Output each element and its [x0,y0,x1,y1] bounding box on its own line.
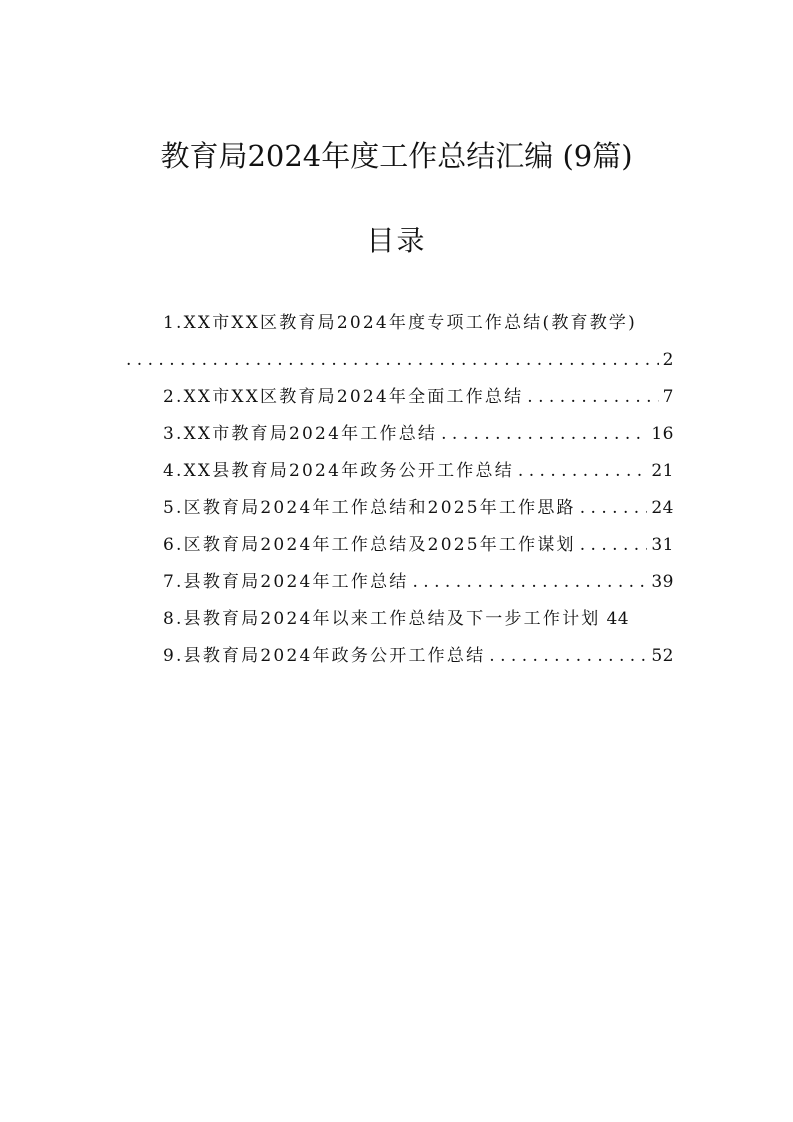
toc-heading: 目录 [366,224,427,257]
toc-entry-page[interactable]: 39 [651,572,674,592]
toc-entry-text[interactable]: 1.XX市XX区教育局2024年度专项工作总结(教育教学) [163,313,637,333]
toc-entry-page[interactable]: 21 [651,461,674,481]
toc-leader-dots [412,564,647,601]
toc-leader-dots [126,342,659,379]
toc-entry-text[interactable]: 5.区教育局2024年工作总结和2025年工作思路 [163,498,576,518]
toc-entry-text[interactable]: 8.县教育局2024年以来工作总结及下一步工作计划 [163,609,601,629]
toc-entry-8[interactable] [122,601,674,638]
toc-leader-dots [580,490,648,527]
toc-entry-page[interactable]: 2 [662,350,674,370]
document-title: 教育局2024年度工作总结汇编 (9篇) [160,139,633,173]
toc-entry-page[interactable]: 44 [606,609,630,629]
toc-entry-text[interactable]: 7.县教育局2024年工作总结 [163,572,409,592]
toc-entry-text[interactable]: 2.XX市XX区教育局2024年全面工作总结 [163,387,524,407]
toc-entry-2[interactable] [122,379,674,416]
toc-entry-7[interactable] [122,564,674,601]
toc-leader-dots [441,416,647,453]
toc-entry-1-title-line[interactable] [122,305,674,342]
toc-entry-text[interactable]: 6.区教育局2024年工作总结及2025年工作谋划 [163,535,576,555]
toc-leader-dots [489,638,647,675]
toc-entry-page[interactable]: 31 [651,535,674,555]
toc-entry-1-page-line[interactable] [122,342,674,379]
table-of-contents [122,305,674,675]
toc-entry-3[interactable] [122,416,674,453]
toc-entry-text[interactable]: 3.XX市教育局2024年工作总结 [163,424,438,444]
toc-leader-dots [518,453,647,490]
toc-leader-dots [527,379,658,416]
toc-entry-page[interactable]: 24 [651,498,674,518]
toc-entry-text[interactable]: 4.XX县教育局2024年政务公开工作总结 [163,461,514,481]
toc-entry-4[interactable] [122,453,674,490]
toc-entry-page[interactable]: 7 [662,387,674,407]
toc-entry-page[interactable]: 16 [651,424,674,444]
toc-entry-6[interactable] [122,527,674,564]
toc-entry-page[interactable]: 52 [651,646,674,666]
toc-leader-dots [580,527,648,564]
toc-entry-text[interactable]: 9.县教育局2024年政务公开工作总结 [163,646,486,666]
toc-entry-5[interactable] [122,490,674,527]
toc-entry-9[interactable] [122,638,674,675]
